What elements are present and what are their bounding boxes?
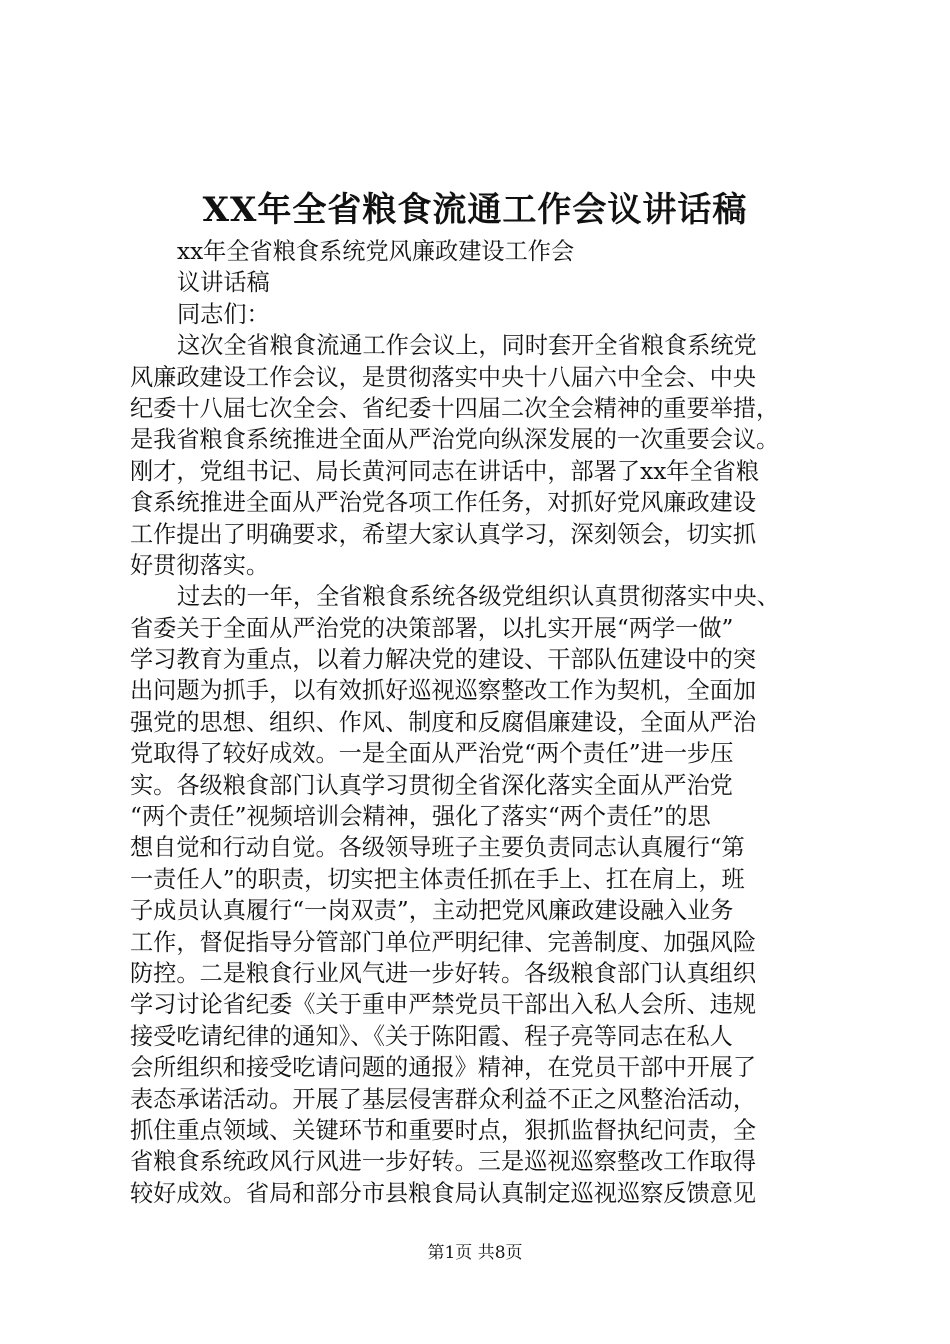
body-line: 工作，督促指导分管部门单位严明纪律、完善制度、加强风险 [130, 928, 757, 956]
body-line: 同志们： [177, 300, 270, 328]
body-line: xx年全省粮食系统党风廉政建设工作会 [177, 238, 575, 265]
body-line: 风廉政建设工作会议，是贯彻落实中央十八届六中全会、中央 [130, 363, 757, 391]
body-line: 刚才，党组书记、局长黄河同志在讲话中，部署了xx年全省粮 [130, 457, 760, 485]
body-line: 党取得了较好成效。一是全面从严治党“两个责任”进一步压 [130, 740, 734, 768]
body-line: 防控。二是粮食行业风气进一步好转。各级粮食部门认真组织 [130, 959, 757, 987]
body-line: 省委关于全面从严治党的决策部署，以扎实开展“两学一做” [130, 614, 734, 642]
page-number: 第1页 共8页 [427, 1243, 523, 1263]
body-line: 较好成效。省局和部分市县粮食局认真制定巡视巡察反馈意见 [130, 1179, 757, 1207]
body-line: 实。各级粮食部门认真学习贯彻全省深化落实全面从严治党 [130, 771, 733, 799]
document-title: XX年全省粮食流通工作会议讲话稿 [202, 190, 748, 230]
body-line: 想自觉和行动自觉。各级领导班子主要负责同志认真履行“第 [130, 834, 745, 862]
body-line: 表态承诺活动。开展了基层侵害群众利益不正之风整治活动， [130, 1085, 757, 1113]
body-line: 接受吃请纪律的通知》、《关于陈阳霞、程子亮等同志在私人 [130, 1022, 733, 1050]
body-line: 省粮食系统政风行风进一步好转。三是巡视巡察整改工作取得 [130, 1148, 757, 1176]
body-line: 纪委十八届七次全会、省纪委十四届二次全会精神的重要举措， [130, 394, 780, 422]
body-line: 食系统推进全面从严治党各项工作任务，对抓好党风廉政建设 [130, 489, 757, 517]
body-line: 过去的一年，全省粮食系统各级党组织认真贯彻落实中央、 [177, 583, 780, 611]
body-line: 强党的思想、组织、作风、制度和反腐倡廉建设，全面从严治 [130, 708, 757, 736]
body-line: 学习教育为重点，以着力解决党的建设、干部队伍建设中的突 [130, 646, 757, 674]
body-line: 学习讨论省纪委《关于重申严禁党员干部出入私人会所、违规 [130, 991, 757, 1019]
body-line: 好贯彻落实。 [130, 551, 270, 579]
body-line: 会所组织和接受吃请问题的通报》精神，在党员干部中开展了 [130, 1054, 757, 1082]
body-line: “两个责任”视频培训会精神，强化了落实“两个责任”的思 [130, 803, 711, 831]
body-line: 这次全省粮食流通工作会议上，同时套开全省粮食系统党 [177, 332, 757, 360]
body-line: 出问题为抓手，以有效抓好巡视巡察整改工作为契机，全面加 [130, 677, 757, 705]
body-line: 工作提出了明确要求，希望大家认真学习，深刻领会，切实抓 [130, 520, 757, 548]
body-line: 抓住重点领域、关键环节和重要时点，狠抓监督执纪问责，全 [130, 1116, 757, 1144]
body-line: 议讲话稿 [177, 269, 270, 297]
body-line: 是我省粮食系统推进全面从严治党向纵深发展的一次重要会议。 [130, 426, 780, 454]
document-body [130, 236, 830, 1209]
body-line: 子成员认真履行“一岗双责”，主动把党风廉政建设融入业务 [130, 897, 734, 925]
body-line: 一责任人”的职责，切实把主体责任抓在手上、扛在肩上，班 [130, 865, 745, 893]
